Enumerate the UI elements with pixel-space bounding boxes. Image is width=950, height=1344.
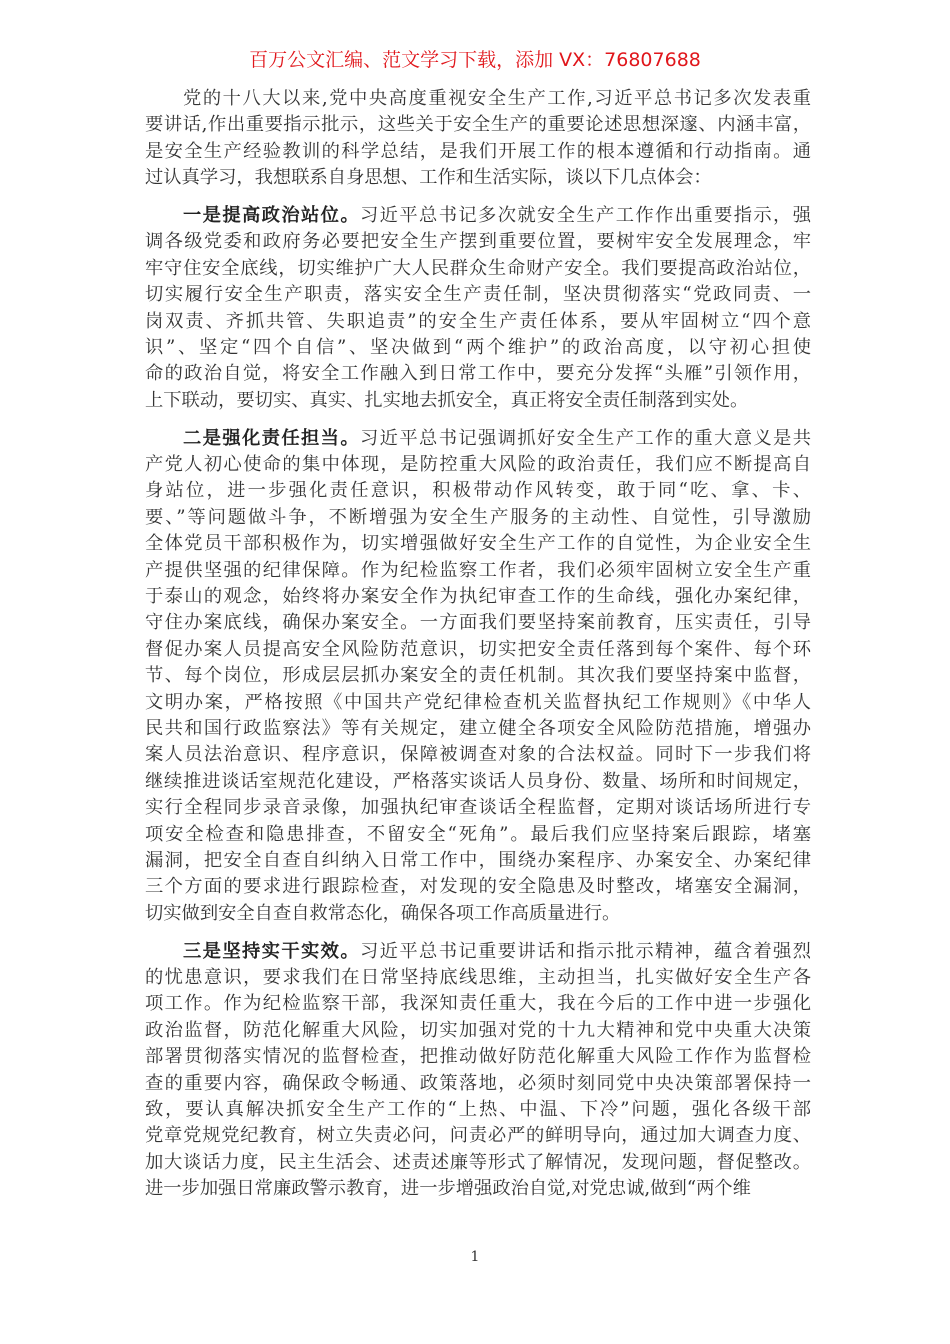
line-text: 继续推进谈话室规范化建设，严格落实谈话人员身份、数量、场所和时间规定， xyxy=(145,770,811,792)
line-text: 上下联动，要切实、真实、扎实地去抓安全，真正将安全责任制落到实处。 xyxy=(145,389,749,411)
line-text: 产党人初心使命的集中体现，是防控重大风险的政治责任，我们应不断提高自 xyxy=(145,454,811,476)
paragraph xyxy=(145,939,811,1203)
text-line xyxy=(145,1176,811,1202)
line-text: 习近平总书记多次就安全生产工作作出重要指示，强 xyxy=(360,205,811,227)
line-text: 党章党规党纪教育，树立失责必问，问责必严的鲜明导向，通过加大调查力度、 xyxy=(145,1125,811,1147)
paragraph xyxy=(145,426,811,927)
line-text: 过认真学习，我想联系自身思想、工作和生活实际，谈以下几点体会： xyxy=(145,167,712,189)
text-line xyxy=(145,361,811,387)
text-line xyxy=(145,637,811,663)
text-line xyxy=(145,505,811,531)
text-line xyxy=(145,742,811,768)
watermark-banner: 百万公文汇编、范文学习下载，添加 VX：76807688 xyxy=(249,49,701,71)
paragraph xyxy=(145,203,811,414)
line-text: 民共和国行政监察法》等有关规定，建立健全各项安全风险防范措施，增强办 xyxy=(145,717,811,739)
text-line xyxy=(145,165,811,191)
line-text: 产提供坚强的纪律保障。作为纪检监察工作者，我们必须牢固树立安全生产重 xyxy=(145,559,811,581)
line-text: 督促办案人员提高安全风险防范意识，切实把安全责任落到每个案件、每个环 xyxy=(145,638,811,660)
text-line xyxy=(145,610,811,636)
text-line xyxy=(145,795,811,821)
text-line xyxy=(145,388,811,414)
line-text: 实行全程同步录音录像，加强执纪审查谈话全程监督，定期对谈话场所进行专 xyxy=(145,797,811,819)
line-text: 牢守住安全底线，切实维护广大人民群众生命财产安全。我们要提高政治站位， xyxy=(145,257,811,279)
line-text: 节、每个岗位，形成层层抓办案安全的责任机制。其次我们要坚持案中监督， xyxy=(145,665,811,687)
line-text: 全体党员干部积极作为，切实增强做好安全生产工作的自觉性，为企业安全生 xyxy=(145,533,811,555)
line-text: 的忧患意识，要求我们在日常坚持底线思维，主动担当，扎实做好安全生产各 xyxy=(145,967,811,988)
text-line xyxy=(145,139,811,165)
text-line xyxy=(145,1044,811,1070)
line-text: 岗双责、齐抓共管、失职追责”的安全生产责任体系，要从牢固树立“四个意 xyxy=(145,310,811,332)
line-text: 加大谈话力度，民主生活会、述责述廉等形式了解情况，发现问题，督促整改。 xyxy=(145,1151,811,1173)
text-line xyxy=(145,584,811,610)
text-line xyxy=(145,335,811,361)
line-text: 身站位，进一步强化责任意识，积极带动作风转变，敢于同“吃、拿、卡、 xyxy=(145,480,811,502)
line-text: 守住办案底线，确保办案安全。一方面我们要坚持案前教育，压实责任，引导 xyxy=(145,612,811,634)
line-text: 政治监督，防范化解重大风险，切实加强对党的十九大精神和党中央重大决策 xyxy=(145,1019,811,1041)
line-text: 切实履行安全生产职责，落实安全生产责任制，坚决贯彻落实“党政同责、一 xyxy=(145,284,811,306)
text-line xyxy=(145,282,811,308)
text-line xyxy=(145,203,811,229)
line-text: 要讲话,作出重要指示批示，这些关于安全生产的重要论述思想深邃、内涵丰富， xyxy=(145,114,811,136)
text-line xyxy=(145,558,811,584)
text-line xyxy=(145,939,811,965)
line-text: 命的政治自觉，将安全工作融入到日常工作中，要充分发挥“头雁”引领作用， xyxy=(145,363,811,385)
text-line xyxy=(145,1018,811,1044)
text-line xyxy=(145,426,811,452)
text-line xyxy=(145,256,811,282)
text-line xyxy=(145,769,811,795)
document-body xyxy=(145,86,811,1214)
text-line xyxy=(145,965,811,991)
line-text: 项工作。作为纪检监察干部，我深知责任重大，我在今后的工作中进一步强化 xyxy=(145,993,811,1015)
text-line xyxy=(145,716,811,742)
line-text: 切实做到安全自查自救常态化，确保各项工作高质量进行。 xyxy=(145,902,621,924)
line-text: 文明办案，严格按照《中国共产党纪律检查机关监督执纪工作规则》《中华人 xyxy=(145,691,811,713)
line-text: 党的十八大以来,党中央高度重视安全生产工作,习近平总书记多次发表重 xyxy=(183,88,811,109)
text-line xyxy=(145,531,811,557)
text-line xyxy=(145,1123,811,1149)
text-line xyxy=(145,1150,811,1176)
text-line xyxy=(145,1097,811,1123)
text-line xyxy=(145,1071,811,1097)
line-text: 要、”等问题做斗争，不断增强为安全生产服务的主动性、自觉性，引导激励 xyxy=(145,506,811,528)
text-line xyxy=(145,663,811,689)
line-text: 项安全检查和隐患排查，不留安全“死角”。最后我们应坚持案后跟踪，堵塞 xyxy=(145,823,811,845)
text-line xyxy=(145,309,811,335)
page-number: 1 xyxy=(470,1249,480,1265)
line-text: 识”、坚定“四个自信”、坚决做到“两个维护”的政治高度，以守初心担使 xyxy=(145,337,811,359)
text-line xyxy=(145,991,811,1017)
text-line xyxy=(145,848,811,874)
line-text: 查的重要内容，确保政令畅通、政策落地，必须时刻同党中央决策部署保持一 xyxy=(145,1072,811,1094)
text-line xyxy=(145,86,811,112)
line-text: 漏洞，把安全自查自纠纳入日常工作中，围绕办案程序、办案安全、办案纪律 xyxy=(145,849,811,871)
text-line xyxy=(145,112,811,138)
line-text: 致，要认真解决抓安全生产工作的“上热、中温、下冷”问题，强化各级干部 xyxy=(145,1098,811,1120)
line-text: 习近平总书记重要讲话和指示批示精神，蕴含着强烈 xyxy=(360,940,811,962)
section-heading: 三是坚持实干实效。 xyxy=(183,940,361,962)
text-line xyxy=(145,901,811,927)
line-text: 于泰山的观念，始终将办案安全作为执纪审查工作的生命线，强化办案纪律， xyxy=(145,586,811,608)
text-line xyxy=(145,452,811,478)
line-text: 调各级党委和政府务必要把安全生产摆到重要位置，要树牢安全发展理念，牢 xyxy=(145,231,811,253)
text-line xyxy=(145,822,811,848)
section-heading: 一是提高政治站位。 xyxy=(183,205,361,227)
text-line xyxy=(145,478,811,504)
line-text: 部署贯彻落实情况的监督检查，把推动做好防范化解重大风险工作作为监督检 xyxy=(145,1046,811,1068)
text-line xyxy=(145,874,811,900)
line-text: 三个方面的要求进行跟踪检查，对发现的安全隐患及时整改，堵塞安全漏洞， xyxy=(145,876,811,898)
text-line xyxy=(145,229,811,255)
line-text: 案人员法治意识、程序意识，保障被调查对象的合法权益。同时下一步我们将 xyxy=(145,744,811,766)
line-text: 是安全生产经验教训的科学总结，是我们开展工作的根本遵循和行动指南。通 xyxy=(145,140,811,162)
paragraph xyxy=(145,86,811,192)
line-text: 进一步加强日常廉政警示教育，进一步增强政治自觉,对党忠诚,做到“两个维 xyxy=(145,1178,751,1200)
text-line xyxy=(145,690,811,716)
line-text: 习近平总书记强调抓好安全生产工作的重大意义是共 xyxy=(360,427,811,449)
section-heading: 二是强化责任担当。 xyxy=(183,427,361,449)
